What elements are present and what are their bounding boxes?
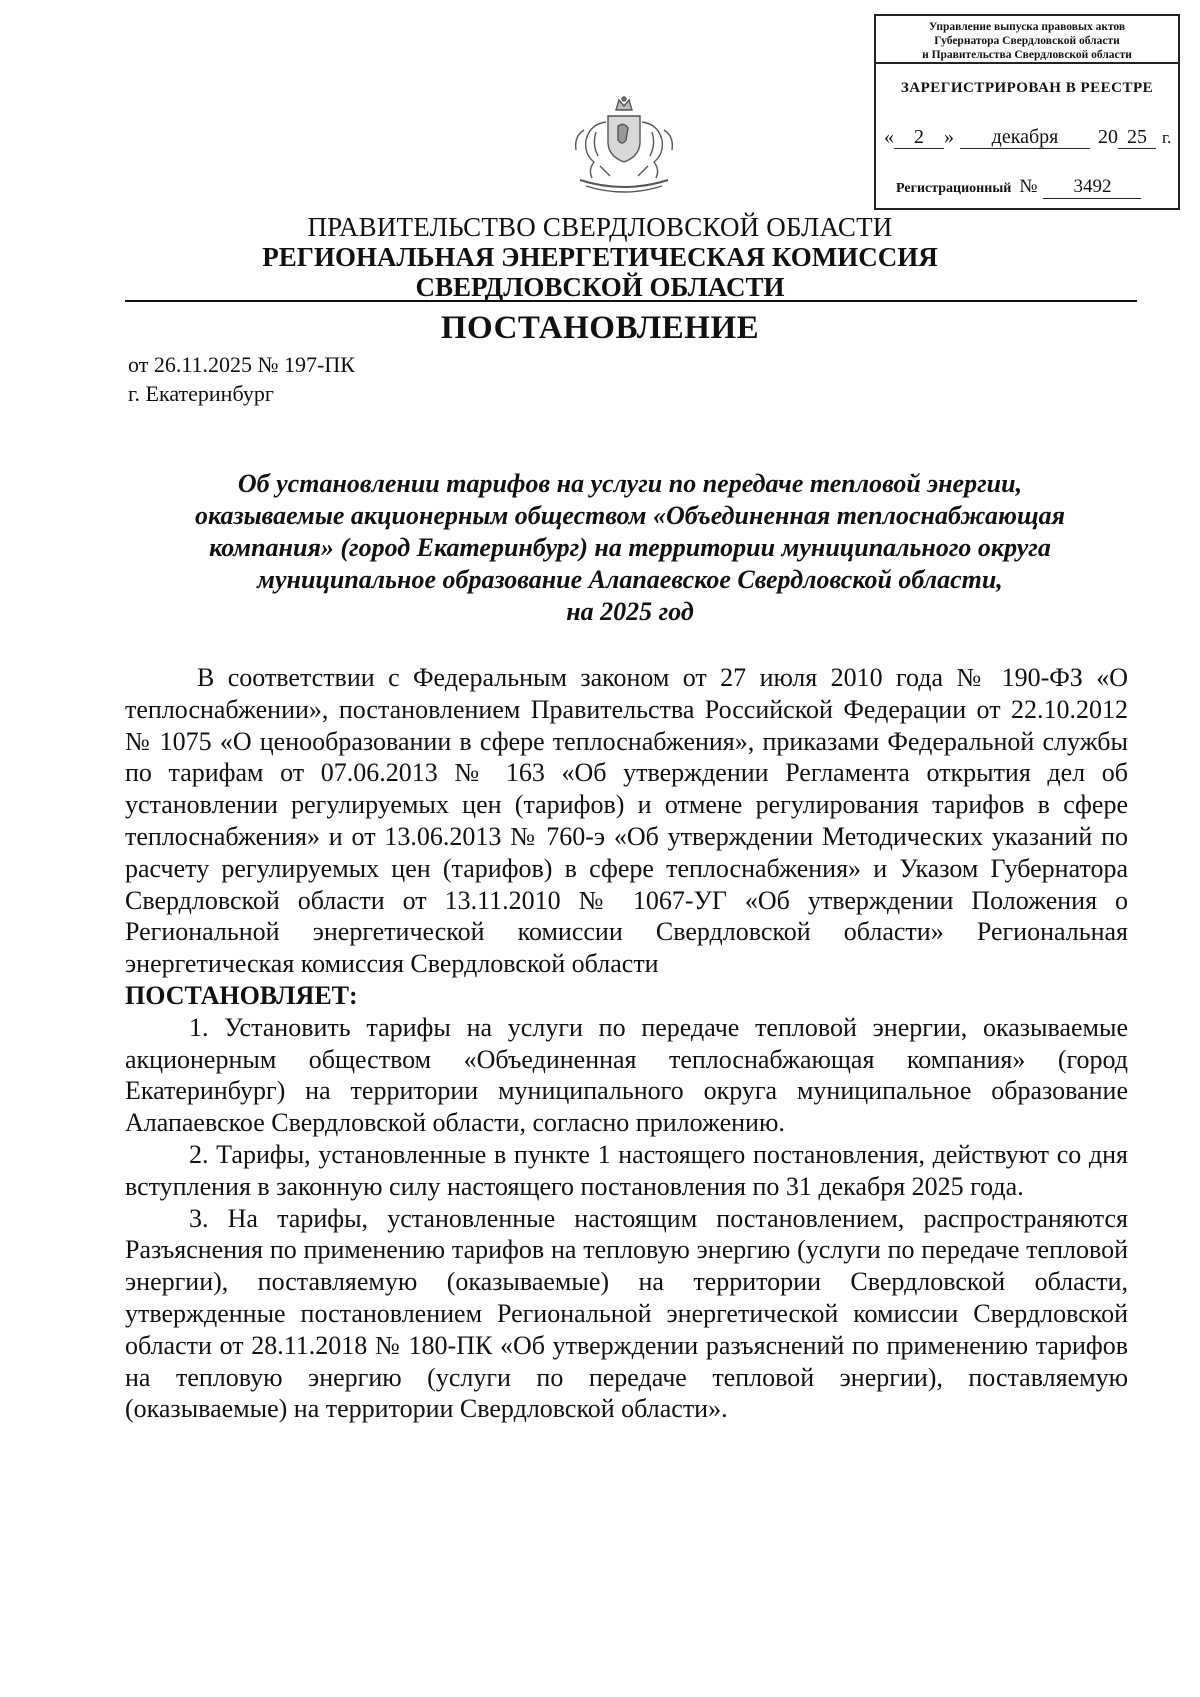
stamp-open-quote: « bbox=[884, 126, 894, 148]
header-divider bbox=[125, 300, 1137, 302]
document-city: г. Екатеринбург bbox=[128, 381, 274, 406]
coat-of-arms-icon bbox=[566, 96, 682, 200]
decree-heading: ПОСТАНОВЛЯЕТ: bbox=[125, 980, 358, 1010]
organization-line: РЕГИОНАЛЬНАЯ ЭНЕРГЕТИЧЕСКАЯ КОМИССИЯ bbox=[262, 242, 938, 272]
clause-paragraph: 1. Установить тарифы на услуги по передаче тепловой энергии, оказываемые акционерным обществом «Объединенная теплоснабжающая компания» (город Екатеринбург) на территории муниципального округа муниципальное образование Алапаевское Свердловской области, согласно приложению. bbox=[125, 1012, 1128, 1138]
stamp-date bbox=[884, 126, 1174, 149]
document-type: ПОСТАНОВЛЕНИЕ bbox=[440, 310, 760, 346]
clause-paragraph: 3. На тарифы, установленные настоящим постановлением, распространяются Разъяснения по применению тарифов на тепловую энергию (услуги по передаче тепловой энергии), поставляемую (оказываемые) на территории Свердловской области, утвержденные постановлением Региональной энергетической комиссии Свердловской области от 28.11.2018 № 180-ПК «Об утверждении разъяснений по применению тарифов на тепловую энергию (услуги по передаче тепловой энергии), поставляемую (оказываемые) на территории Свердловской области». bbox=[125, 1203, 1128, 1424]
stamp-header-line: и Правительства Свердловской области bbox=[922, 49, 1132, 61]
title-line: компания» (город Екатеринбург) на территории муниципального округа bbox=[209, 533, 1051, 562]
stamp-header bbox=[876, 16, 1178, 64]
stamp-reg-label: Регистрационный bbox=[896, 181, 1012, 196]
title-line: Об установлении тарифов на услуги по передаче тепловой энергии, bbox=[237, 469, 1023, 498]
stamp-reg-number: 3492 bbox=[1043, 176, 1141, 199]
stamp-number-row bbox=[896, 176, 1141, 199]
stamp-year-unit: г. bbox=[1162, 128, 1172, 147]
organization-line: СВЕРДЛОВСКОЙ ОБЛАСТИ bbox=[415, 272, 785, 302]
stamp-month: декабря bbox=[960, 126, 1090, 149]
stamp-header-line: Управление выпуска правовых актов bbox=[928, 21, 1126, 33]
stamp-header-line: Губернатора Свердловской области bbox=[934, 35, 1120, 47]
document-body bbox=[125, 662, 1128, 1425]
title-line: на 2025 год bbox=[566, 597, 694, 626]
title-line: оказываемые акционерным обществом «Объединенная теплоснабжающая bbox=[194, 501, 1066, 530]
document-date-number: от 26.11.2025 № 197-ПК bbox=[128, 352, 355, 377]
title-line: муниципальное образование Алапаевское Свердловской области, bbox=[257, 565, 1003, 594]
stamp-close-quote: » bbox=[944, 126, 954, 148]
stamp-number-sign: № bbox=[1019, 176, 1038, 197]
registration-stamp bbox=[874, 14, 1180, 210]
stamp-day: 2 bbox=[894, 126, 944, 149]
preamble-paragraph: В соответствии с Федеральным законом от 27 июля 2010 года № 190-ФЗ «О теплоснабжении», постановлением Правительства Российской Федерации от 22.10.2012 № 1075 «О ценообразовании в сфере теплоснабжения», приказами Федеральной службы по тарифам от 07.06.2013 № 163 «Об утверждении Регламента открытия дел об установлении регулируемых цен (тарифов) и отмене регулирования тарифов в сфере теплоснабжения» и от 13.06.2013 № 760-э «Об утверждении Методических указаний по расчету регулируемых цен (тарифов) в сфере теплоснабжения» и Указом Губернатора Свердловской области от 13.11.2010 № 1067-УГ «Об утверждении Положения о Региональной энергетической комиссии Свердловской области» Региональная энергетическая комиссия Свердловской области bbox=[125, 663, 1128, 979]
stamp-registered-label: ЗАРЕГИСТРИРОВАН В РЕЕСТРЕ bbox=[900, 80, 1154, 96]
document-title bbox=[135, 468, 1125, 628]
organization-line: ПРАВИТЕЛЬСТВО СВЕРДЛОВСКОЙ ОБЛАСТИ bbox=[307, 212, 893, 242]
stamp-year-suffix: 25 bbox=[1118, 126, 1156, 149]
clause-paragraph: 2. Тарифы, установленные в пункте 1 настоящего постановления, действуют со дня вступления в законную силу настоящего постановления по 31 декабря 2025 года. bbox=[125, 1139, 1128, 1201]
stamp-year-prefix: 20 bbox=[1098, 126, 1118, 148]
